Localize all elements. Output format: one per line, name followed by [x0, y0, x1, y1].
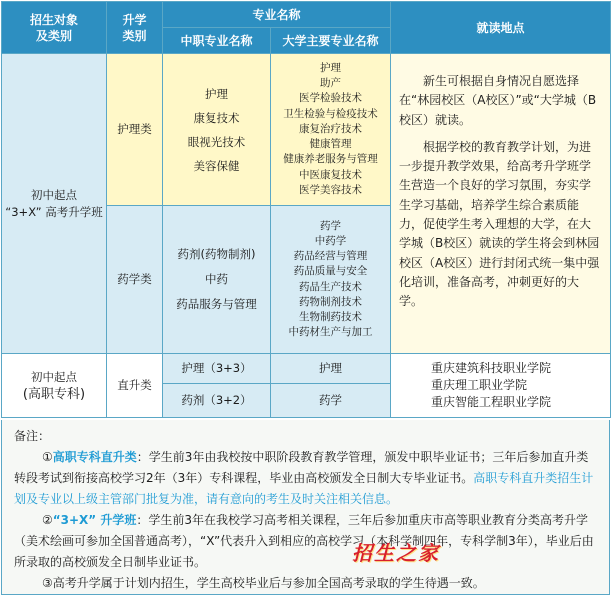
header-target-line1: 招生对象 [29, 12, 78, 27]
level-3x-line2: “3+X” 高考升学班 [5, 204, 103, 219]
notes-section [1, 420, 610, 595]
list-item: 药学 [320, 219, 341, 232]
note-1-text: ：学生前3年由我校按中职阶段教育教学管理，颁发中职毕业证书；三年后参加直升类转段考试到衔接高校学习2年（3年）专科课程，毕业由高校颁发全日制大专毕业证书。 [14, 450, 589, 485]
note-1-highlight: 高职专科直升类 [52, 450, 137, 464]
watermark-logo: 招生之家 [352, 541, 440, 565]
list-item: 护理 [320, 62, 341, 75]
note-2-text: ：学生前3年在我校学习高考相关课程，三年后参加重庆市高等职业教育分类高考升学（美术绘画可参加全国普通高考），“X”代表升入到相应的高校学习（本科学制四年，专科学制3年），毕业后由所录取的高校颁发全日制毕业证书。 [14, 513, 594, 569]
header-type-line1: 升学 [122, 12, 147, 27]
note-2-number: ② [42, 513, 53, 527]
location-paragraph-1: 新生可根据自身情况自愿选择在“林园校区（A校区）”或“大学城（B校区）就读。 [399, 74, 597, 127]
header-target-line2: 及类别 [35, 28, 72, 43]
list-item: 药品质量与安全 [293, 265, 368, 278]
note-1 [14, 447, 599, 510]
level-3x [2, 54, 107, 354]
list-item: 卫生检验与检疫技术 [283, 107, 378, 120]
pharmacy-college-list [271, 206, 391, 354]
header-type-line2: 类别 [122, 28, 147, 43]
list-item: 药品服务与管理 [176, 297, 257, 311]
list-item: 中医康复技术 [299, 168, 362, 181]
list-item: 医学检验技术 [299, 92, 362, 105]
list-item: 健康管理 [309, 138, 352, 151]
notes-title: 备注： [14, 429, 51, 443]
header-major-group: 专业名称 [163, 2, 391, 28]
note-1-tail: 高职专科直升类招生计划及专业以上级主管部门批复为准，请有意向的考生及时关注相关信息。 [14, 471, 594, 506]
list-item: 助产 [320, 77, 341, 90]
category-nursing: 护理类 [107, 54, 163, 206]
list-item: 护理 [205, 86, 228, 101]
nursing-college-list [271, 54, 391, 206]
list-item: 医学美容技术 [299, 183, 362, 196]
list-item: 康复技术 [193, 110, 240, 125]
direct-secondary-2: 药剂（3+2） [163, 384, 271, 418]
enrollment-table [1, 1, 611, 418]
direct-secondary-1: 护理（3+3） [163, 354, 271, 384]
list-item: 中药 [205, 272, 228, 286]
note-2 [14, 510, 599, 573]
list-item: 药品经营与管理 [293, 250, 368, 263]
list-item: 药物制剂技术 [299, 295, 362, 308]
nursing-secondary-list [163, 54, 271, 206]
level-direct-line1: 初中起点 [31, 369, 77, 384]
header-secondary-major: 中职专业名称 [163, 28, 271, 54]
list-item: 药剂(药物制剂) [177, 247, 256, 261]
header-type [107, 2, 163, 54]
list-item: 美容保健 [193, 158, 240, 173]
level-direct [2, 354, 107, 418]
school-item: 重庆建筑科技职业学院 [431, 361, 552, 375]
direct-college-2: 药学 [271, 384, 391, 418]
location-paragraph-2: 根据学校的教育教学计划，为进一步提升教学效果，给高考升学班学生营造一个良好的学习氛围，夯实学生学习基础，培养学生综合素质能力，促使学生考入理想的大学，在大学城（B校区）就读的学生将会到林园校区（A校区）进行封闭式统一集中强化培训，准备高考，冲刺更好的大学。 [399, 139, 600, 309]
list-item: 药品生产技术 [299, 280, 362, 293]
list-item: 生物制药技术 [299, 310, 362, 323]
direct-college-1: 护理 [271, 354, 391, 384]
note-3: ③高考升学属于计划内招生，学生高校毕业后与参加全国高考录取的学生待遇一致。 [42, 576, 485, 590]
level-3x-line1: 初中起点 [31, 187, 77, 202]
category-pharmacy: 药学类 [107, 206, 163, 354]
list-item: 中药学 [314, 234, 347, 247]
school-item: 重庆智能工程职业学院 [431, 395, 552, 409]
pharmacy-secondary-list [163, 206, 271, 354]
header-college-major: 大学主要专业名称 [271, 28, 391, 54]
location-description [391, 54, 611, 354]
note-2-highlight: “3+X” 升学班 [52, 513, 137, 527]
school-item: 重庆理工职业学院 [431, 378, 528, 392]
note-1-number: ① [42, 450, 53, 464]
level-direct-line2: (高职专科) [22, 386, 86, 402]
header-location: 就读地点 [391, 2, 611, 54]
direct-schools [391, 354, 611, 418]
list-item: 健康养老服务与管理 [283, 153, 378, 166]
list-item: 中药材生产与加工 [288, 326, 373, 339]
list-item: 眼视光技术 [187, 134, 246, 149]
list-item: 康复治疗技术 [299, 122, 362, 135]
category-direct: 直升类 [107, 354, 163, 418]
header-target [2, 2, 107, 54]
